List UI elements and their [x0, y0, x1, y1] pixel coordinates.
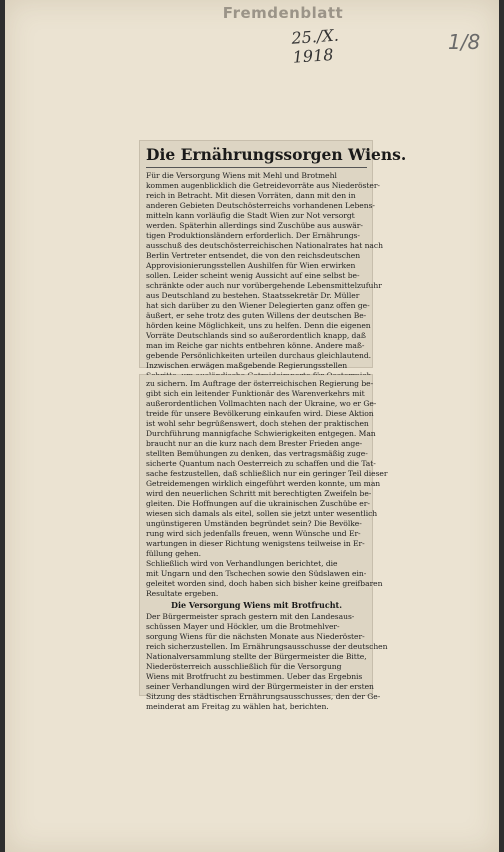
text-line: rung wird sich jedenfalls freuen, wenn Wünsche und Er- — [146, 529, 361, 538]
article-subheading: Die Versorgung Wiens mit Brotfrucht. — [171, 600, 342, 610]
text-line: mitteln kann vorläufig die Stadt Wien zur Not versorgt — [146, 211, 355, 220]
text-line: meinderat am Freitag zu wählen hat, berichten. — [146, 702, 329, 711]
text-line: wartungen in dieser Richtung wenigstens teilweise in Er- — [146, 539, 365, 548]
article-headline: Die Ernährungssorgen Wiens. — [146, 145, 367, 168]
text-line: treide für unsere Bevölkerung einkaufen wird. Diese Aktion — [146, 409, 374, 418]
text-line: Für die Versorgung Wiens mit Mehl und Brotmehl — [146, 171, 337, 180]
clipping-bottom — [140, 375, 388, 711]
scan-border-right — [499, 0, 504, 852]
text-line: wird den neuerlichen Schritt mit berechtigten Zweifeln be- — [146, 489, 372, 498]
text-line: Sitzung des städtischen Ernährungsausschusses, den der Ge- — [146, 692, 381, 701]
text-line: hat sich darüber zu den Wiener Delegierten ganz offen ge- — [146, 301, 370, 310]
text-line: ungünstigeren Umständen begründet sein? Die Bevölke- — [146, 519, 362, 528]
text-line: kommen augenblicklich die Getreidevorräte aus Niederöster- — [146, 181, 380, 190]
text-line: seiner Verhandlungen wird der Bürgermeister in der ersten — [146, 682, 374, 691]
text-line: stellten Bemühungen zu denken, das vertragsmäßig zuge- — [146, 449, 368, 458]
text-line: außerordentlichen Vollmachten nach der Ukraine, wo er Ge- — [146, 399, 377, 408]
text-line: Inzwischen erwägen maßgebende Regierungsstellen — [146, 361, 348, 370]
article-continuation — [146, 379, 388, 599]
text-line: werden. Späterhin allerdings sind Zuschübe aus auswär- — [146, 221, 363, 230]
text-line: gebende Persönlichkeiten urteilen durchaus gleichlautend. — [146, 351, 372, 360]
text-line: äußert, er sehe trotz des guten Willens der deutschen Be- — [146, 311, 367, 320]
text-line: Approvisionierungsstellen Aushilfen für Wien erwirken — [146, 261, 356, 270]
text-line: Der Bürgermeister sprach gestern mit den Landesaus- — [146, 612, 355, 621]
clipping-top — [140, 141, 407, 370]
text-line: wiesen sich damals als eitel, sollen sie jetzt unter wesentlich — [146, 509, 378, 518]
text-line: geleitet worden sind, doch haben sich bisher keine greifbaren — [146, 579, 383, 588]
text-line: füllung gehen. — [146, 549, 201, 558]
text-line: Niederösterreich ausschließlich für die Versorgung — [146, 662, 342, 671]
text-line: tigen Produktionsländern erforderlich. Der Ernährungs- — [146, 231, 360, 240]
text-line: Wiens mit Brotfrucht zu bestimmen. Ueber das Ergebnis — [146, 672, 363, 681]
text-line: sorgung Wiens für die nächsten Monate aus Niederöster- — [146, 632, 365, 641]
text-line: aus Deutschland zu bestehen. Staatssekretär Dr. Müller — [146, 291, 360, 300]
text-line: sache festzustellen, daß schließlich nur ein geringer Teil dieser — [146, 469, 388, 478]
handwritten-date: 25./X. 1918 — [290, 25, 340, 67]
text-line: hörden keine Möglichkeit, uns zu helfen. Denn die eigenen — [146, 321, 371, 330]
text-line: Nationalversammlung stellte der Bürgermeister die Bitte, — [146, 652, 367, 661]
clipping-bottom-body — [140, 375, 388, 712]
text-line: gleiten. Die Hoffnungen auf die ukrainischen Zuschübe er- — [146, 499, 370, 508]
text-line: ist wohl sehr begrüßenswert, doch stehen der praktischen — [146, 419, 369, 428]
text-line: schränkte oder auch nur vorübergehende Lebensmittelzufuhr — [146, 281, 382, 290]
text-line: reich in Betracht. Mit diesen Vorräten, dann mit den in — [146, 191, 356, 200]
text-line: gibt sich ein leitender Funktionär des Warenverkehrs mit — [146, 389, 365, 398]
clipping-top-body — [140, 141, 407, 381]
text-line: Resultate ergeben. — [146, 589, 219, 598]
text-line: zu sichern. Im Auftrage der österreichischen Regierung be- — [146, 379, 374, 388]
text-line: schüssen Mayer und Höckler, um die Brotmehlver- — [146, 622, 340, 631]
text-line: mit Ungarn und den Tschechen sowie den Südslawen ein- — [146, 569, 367, 578]
newspaper-stamp: Fremdenblatt — [222, 4, 344, 22]
text-line: Getreidemengen wirklich eingeführt werden konnte, um man — [146, 479, 381, 488]
text-line: Schließlich wird von Verhandlungen berichtet, die — [146, 559, 338, 568]
text-line: Berlin Vertreter entsendet, die von den reichsdeutschen — [146, 251, 361, 260]
text-line: Vorräte Deutschlands sind so außerordentlich knapp, daß — [146, 331, 366, 340]
text-line: sicherte Quantum nach Oesterreich zu schaffen und die Tat- — [146, 459, 376, 468]
text-line: anderen Gebieten Deutschösterreichs vorhandenen Lebens- — [146, 201, 375, 210]
text-line: braucht nur an die kurz nach dem Brester Frieden ange- — [146, 439, 363, 448]
text-line: ausschuß des deutschösterreichischen Nationalrates hat nach — [146, 241, 383, 250]
text-line: reich sicherzustellen. Im Ernährungsausschusse der deutschen — [146, 642, 388, 651]
handwritten-number: 1/8 — [448, 30, 481, 54]
text-line: Durchführung mannigfache Schwierigkeiten entgegen. Man — [146, 429, 376, 438]
text-line: sollen. Leider scheint wenig Aussicht auf eine selbst be- — [146, 271, 360, 280]
article-section-brotfrucht — [146, 612, 388, 712]
text-line: man im Reiche gar nichts entbehren könne. Andere maß- — [146, 341, 365, 350]
